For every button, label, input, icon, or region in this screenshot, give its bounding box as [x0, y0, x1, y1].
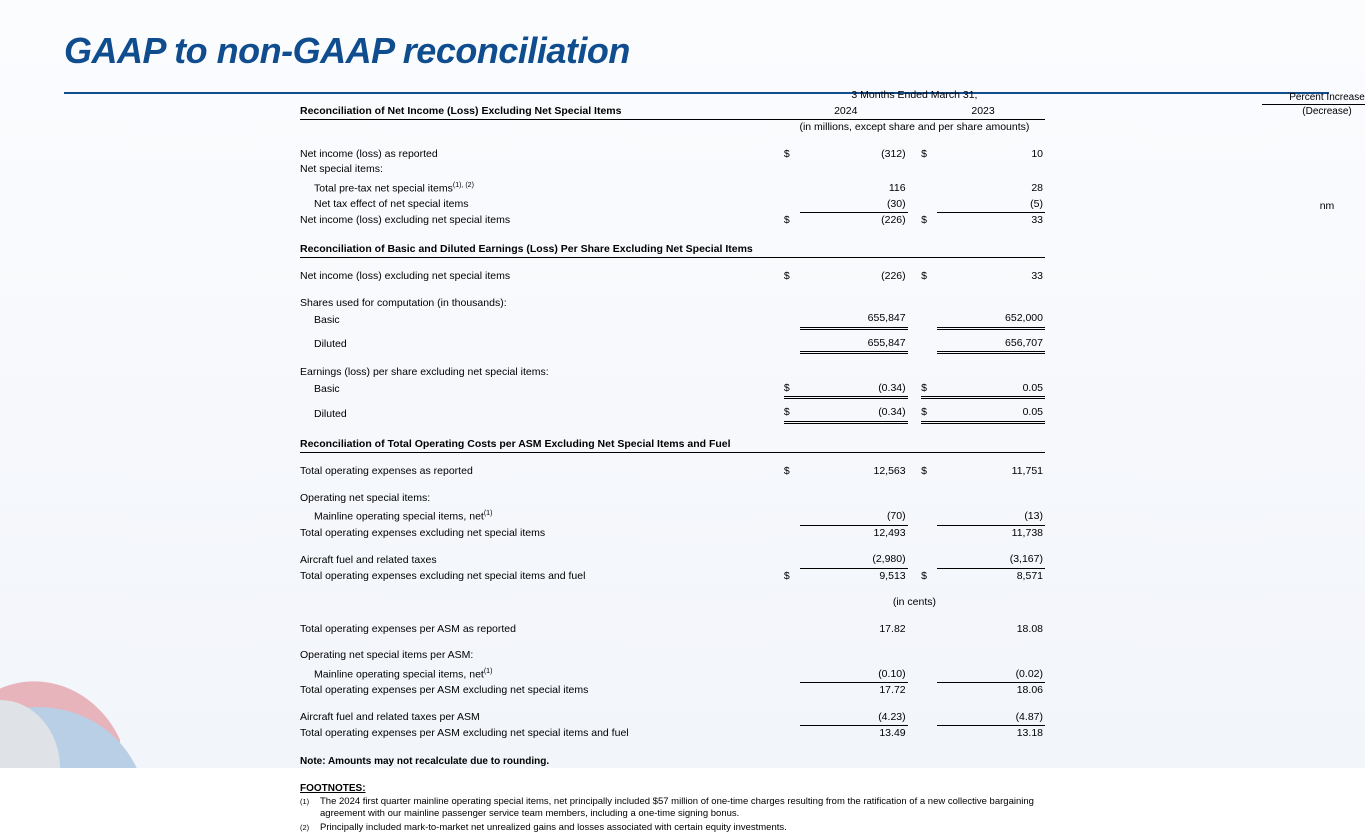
row-label: Diluted: [314, 407, 347, 420]
footnote-text: Principally included mark-to-market net unrealized gains and losses associated with certain equity investments.: [320, 821, 787, 833]
value-2023: (4.87): [937, 710, 1045, 726]
value-2024: 13.49: [879, 727, 906, 739]
row-label: Total operating expenses as reported: [300, 465, 473, 477]
value-2023: (5): [937, 197, 1045, 213]
column-header-2023: 2023: [921, 104, 1045, 120]
row-label: [300, 506, 784, 525]
financial-table-container: [300, 88, 1365, 834]
value-2023: 656,707: [937, 336, 1045, 353]
row-label: Total operating expenses per ASM excluding net special items: [300, 684, 589, 696]
row-label-text: Mainline operating special items, net: [314, 510, 484, 523]
percent-increase-label: Percent Increase: [1289, 92, 1365, 103]
table-row: [300, 491, 1045, 507]
row-label: Net income (loss) excluding net special items: [300, 214, 511, 226]
row-label: Net special items:: [300, 163, 383, 175]
footnote-item: [300, 822, 1340, 834]
table-row: [300, 269, 1045, 285]
table-row: [300, 381, 1045, 398]
table-row: [300, 726, 1045, 742]
currency-symbol: $: [783, 465, 790, 477]
table-row: [300, 525, 1045, 541]
value-2023: 11,738: [1011, 526, 1043, 539]
table-row: [300, 664, 1045, 683]
row-label: Operating net special items per ASM:: [300, 649, 474, 661]
value-2024: 17.82: [879, 622, 906, 635]
value-2023: (3,167): [937, 552, 1045, 568]
row-label: Net income (loss) as reported: [300, 147, 438, 160]
row-label: Shares used for computation (in thousands):: [300, 296, 507, 309]
section-heading-row: [300, 240, 1045, 258]
row-label: Earnings (loss) per share excluding net special items:: [300, 366, 549, 378]
row-label: [300, 664, 784, 683]
value-2023: 18.08: [1016, 622, 1043, 635]
row-label: [300, 178, 784, 197]
reconciliation-table: [300, 88, 1045, 742]
value-2024: 655,847: [800, 336, 908, 353]
value-2023: 8,571: [1016, 569, 1043, 582]
table-row: [300, 311, 1045, 328]
table-units-row: [300, 120, 1045, 136]
table-row: [300, 197, 1045, 213]
value-2024: (30): [800, 197, 908, 213]
row-label: Operating net special items:: [300, 491, 431, 504]
value-2024: 12,493: [873, 526, 906, 539]
row-label: Total operating expenses excluding net special items and fuel: [300, 569, 586, 582]
footnote-ref: (1): [483, 510, 493, 517]
currency-symbol: $: [921, 465, 927, 477]
row-label-text: Mainline operating special items, net: [314, 668, 484, 680]
footnote-item: [300, 796, 1340, 820]
units-note: (in millions, except share and per share amounts): [799, 121, 1030, 133]
table-row: [300, 683, 1045, 699]
currency-symbol: $: [921, 270, 927, 282]
row-label: Net income (loss) excluding net special items: [300, 270, 511, 282]
section-heading-net-income: Reconciliation of Net Income (Loss) Excluding Net Special Items: [300, 104, 784, 120]
value-2024: 12,563: [873, 465, 906, 477]
row-label-text: Total pre-tax net special items: [314, 182, 453, 194]
table-row: [300, 464, 1045, 480]
percent-increase-header: [1262, 92, 1365, 117]
currency-symbol: $: [783, 270, 790, 282]
footnote-text: The 2024 first quarter mainline operating special items, net principally included $57 million of one-time charges resulting from the ratification of a new collective bargaining agreement with our mainline passenger service team members, including a one-time signing bonus.: [320, 795, 1034, 819]
value-2023: (0.02): [937, 664, 1045, 683]
footnote-marker: (1): [300, 796, 310, 806]
currency-symbol: $: [921, 405, 937, 422]
value-2023: 0.05: [937, 381, 1045, 398]
value-2024: 655,847: [800, 311, 908, 328]
currency-symbol: $: [783, 569, 790, 582]
row-label: Basic: [314, 383, 340, 395]
value-2023: 33: [1031, 214, 1043, 226]
currency-symbol: $: [921, 381, 937, 398]
value-2023: 18.06: [1016, 684, 1043, 696]
value-2023: 13.18: [1016, 727, 1043, 739]
currency-symbol: $: [783, 214, 790, 226]
table-header-years-row: [300, 104, 1045, 120]
table-row: [300, 296, 1045, 312]
value-2024: (2,980): [800, 552, 908, 568]
table-row: [300, 178, 1045, 197]
currency-symbol: $: [784, 381, 800, 398]
row-label: Total operating expenses excluding net special items: [300, 526, 546, 539]
percent-value-nm: nm: [1319, 200, 1335, 212]
table-row: [300, 648, 1045, 664]
value-2023: 652,000: [937, 311, 1045, 328]
footnote-ref: (1), (2): [452, 181, 474, 189]
value-2023: (13): [937, 506, 1045, 525]
value-2024: (70): [800, 506, 908, 525]
value-2023: 33: [1031, 270, 1043, 282]
value-2024: (226): [881, 270, 906, 282]
table-row: [300, 213, 1045, 229]
page-title: GAAP to non-GAAP reconciliation: [64, 30, 630, 71]
table-row: [300, 162, 1045, 178]
table-header-period-row: [300, 88, 1045, 104]
table-row: [300, 336, 1045, 353]
value-2023: 10: [1031, 147, 1043, 160]
section-heading-eps: Reconciliation of Basic and Diluted Earnings (Loss) Per Share Excluding Net Special Items: [300, 240, 784, 258]
footnote-marker: (2): [300, 822, 310, 832]
footnote-ref: (1): [483, 667, 493, 675]
value-2024: (0.10): [800, 664, 908, 683]
row-label: Aircraft fuel and related taxes: [300, 553, 437, 566]
table-row: [300, 622, 1045, 638]
section-heading-casm: Reconciliation of Total Operating Costs per ASM Excluding Net Special Items and Fuel: [300, 435, 784, 453]
row-label: Basic: [314, 313, 340, 326]
row-label: Total operating expenses per ASM as reported: [300, 622, 516, 635]
value-2024: 17.72: [879, 684, 906, 696]
value-2023: 11,751: [1011, 465, 1043, 477]
value-2024: (0.34): [800, 405, 908, 422]
currency-symbol: $: [921, 569, 927, 582]
row-label: Aircraft fuel and related taxes per ASM: [300, 711, 480, 723]
value-2024: (312): [881, 147, 906, 160]
table-row: [300, 147, 1045, 163]
footnotes-heading: FOOTNOTES:: [300, 782, 366, 794]
row-label: Diluted: [314, 338, 347, 350]
period-header: 3 Months Ended March 31,: [851, 89, 978, 101]
value-2024: (4.23): [800, 710, 908, 726]
currency-symbol: $: [921, 147, 927, 160]
table-row: [300, 506, 1045, 525]
value-2024: 9,513: [879, 569, 906, 582]
value-2024: (226): [881, 214, 906, 226]
value-2023: 28: [1031, 182, 1043, 194]
rounding-note: Note: Amounts may not recalculate due to rounding.: [300, 755, 550, 767]
table-row: [300, 710, 1045, 726]
table-row: [300, 552, 1045, 568]
table-row: [300, 365, 1045, 381]
in-cents-label: (in cents): [892, 596, 937, 608]
value-2024: 116: [888, 182, 906, 194]
row-label: Net tax effect of net special items: [314, 198, 469, 210]
currency-symbol: $: [783, 147, 790, 160]
value-2024: (0.34): [800, 381, 908, 398]
column-header-2024: 2024: [784, 104, 908, 120]
in-cents-row: [300, 595, 1045, 611]
table-row: [300, 568, 1045, 584]
section-heading-row: [300, 435, 1045, 453]
currency-symbol: $: [784, 405, 800, 422]
currency-symbol: $: [921, 214, 927, 226]
table-row: [300, 405, 1045, 422]
percent-decrease-label: (Decrease): [1262, 104, 1365, 117]
value-2023: 0.05: [937, 405, 1045, 422]
row-label: Total operating expenses per ASM excluding net special items and fuel: [300, 727, 629, 739]
